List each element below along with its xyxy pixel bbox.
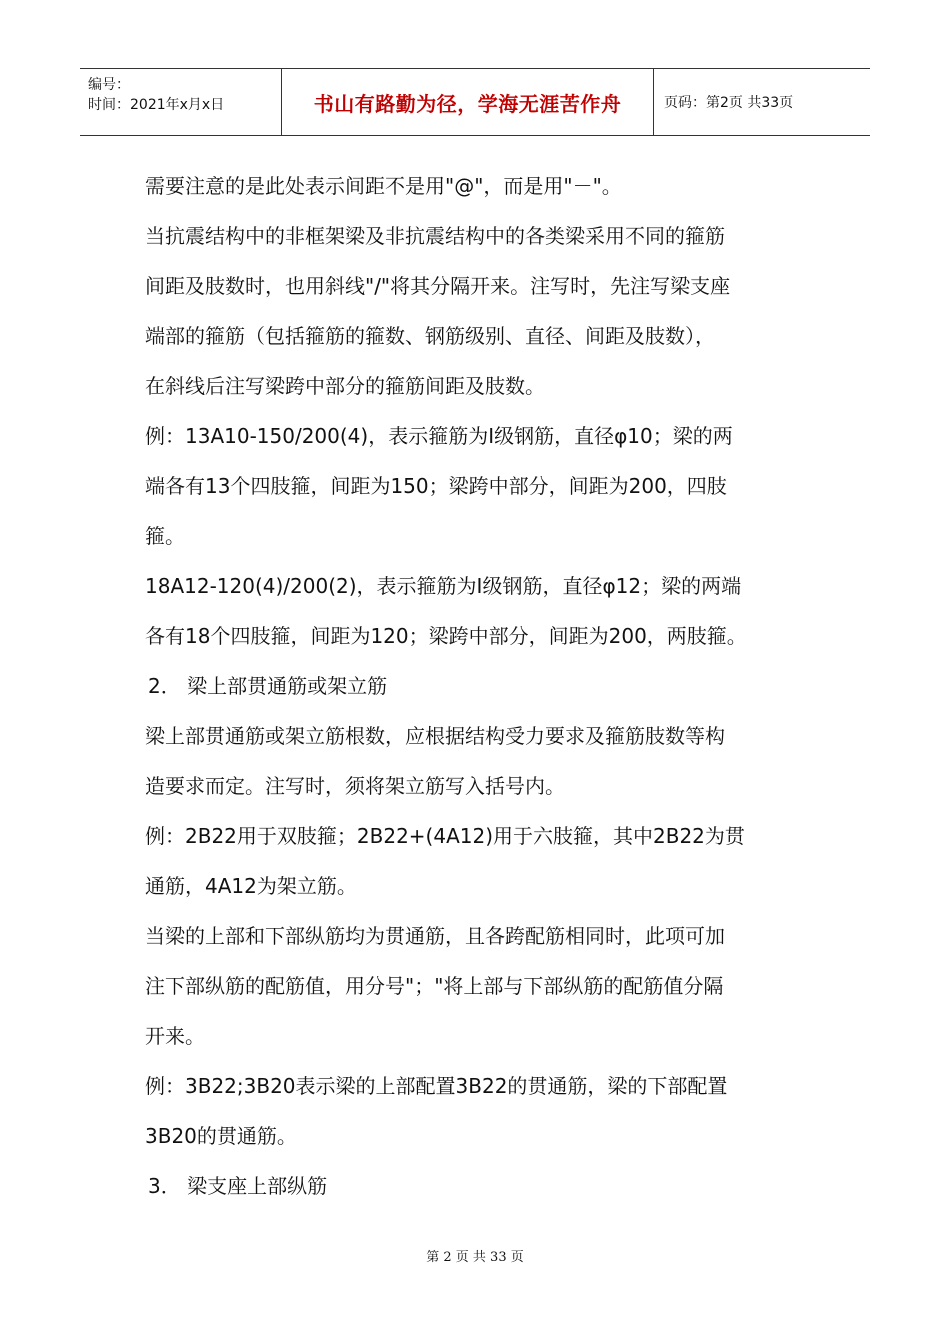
text-line: 18A12-120(4)/200(2)，表示箍筋为Ⅰ级钢筋，直径φ12；梁的两端: [145, 574, 742, 598]
header-motto-cell: [282, 69, 654, 135]
text-line: 当梁的上部和下部纵筋均为贯通筋，且各跨配筋相同时，此项可加: [145, 924, 725, 948]
text-line: 当抗震结构中的非框架梁及非抗震结构中的各类梁采用不同的箍筋: [145, 224, 725, 248]
section-heading: 3． 梁支座上部纵筋: [148, 1174, 328, 1198]
text-line: 各有18个四肢箍，间距为120；梁跨中部分，间距为200，两肢箍。: [145, 624, 747, 648]
text-line: 3B20的贯通筋。: [145, 1124, 297, 1148]
page-header: [80, 68, 870, 136]
text-line: 间距及肢数时，也用斜线"/"将其分隔开来。注写时，先注写梁支座: [145, 274, 731, 298]
page-footer: 第 2 页 共 33 页: [426, 1250, 524, 1265]
text-line: 端部的箍筋（包括箍筋的箍数、钢筋级别、直径、间距及肢数），: [145, 324, 715, 348]
header-motto: 书山有路勤为径，学海无涯苦作舟: [313, 91, 622, 116]
header-page-info: 页码：第2页 共33页: [664, 95, 794, 111]
example-line: 例：3B22;3B20表示梁的上部配置3B22的贯通筋，梁的下部配置: [145, 1074, 728, 1098]
serial-label: 编号：: [88, 77, 130, 93]
text-line: 注下部纵筋的配筋值，用分号"；"将上部与下部纵筋的配筋值分隔: [145, 974, 724, 998]
text-line: 梁上部贯通筋或架立筋根数，应根据结构受力要求及箍筋肢数等构: [145, 724, 725, 748]
section-heading: 2． 梁上部贯通筋或架立筋: [148, 674, 388, 698]
document-body: [145, 161, 825, 1211]
text-line: 在斜线后注写梁跨中部分的箍筋间距及肢数。: [145, 374, 545, 398]
text-line: 箍。: [145, 524, 185, 548]
text-line: 端各有13个四肢箍，间距为150；梁跨中部分，间距为200，四肢: [145, 474, 727, 498]
example-line: 例：13A10-150/200(4)，表示箍筋为Ⅰ级钢筋，直径φ10；梁的两: [145, 424, 733, 448]
example-line: 例：2B22用于双肢箍；2B22+(4A12)用于六肢箍，其中2B22为贯: [145, 824, 745, 848]
time-label: 时间：2021年x月x日: [88, 97, 225, 113]
text-line: 开来。: [145, 1024, 205, 1048]
header-meta: [80, 69, 282, 135]
text-line: 通筋，4A12为架立筋。: [145, 874, 357, 898]
text-line: 需要注意的是此处表示间距不是用"@"，而是用"－"。: [145, 174, 622, 198]
text-line: 造要求而定。注写时，须将架立筋写入括号内。: [145, 774, 565, 798]
